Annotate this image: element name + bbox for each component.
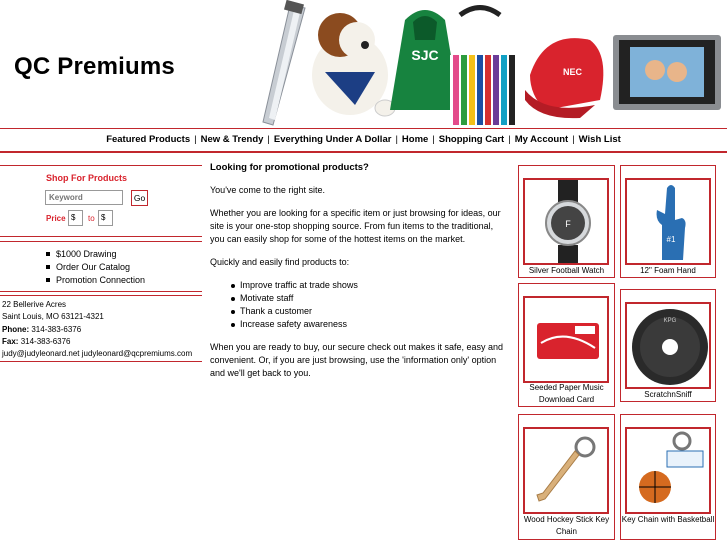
watch-icon (525, 180, 609, 265)
price-label: Price (46, 214, 66, 223)
product-name[interactable]: 12" Foam Hand (640, 266, 696, 275)
product-name[interactable]: Wood Hockey Stick Key Chain (523, 515, 610, 536)
banner-image (245, 0, 727, 128)
site-logo[interactable]: QC Premiums (14, 53, 175, 80)
product-card[interactable] (518, 165, 615, 278)
sidebar-rule (0, 295, 202, 296)
download-card-icon (525, 298, 609, 383)
product-card[interactable] (620, 165, 716, 278)
price-max-input[interactable]: $ (98, 210, 113, 226)
benefit-item: Improve traffic at trade shows (232, 279, 510, 292)
price-min-input[interactable]: $ (68, 210, 83, 226)
photo-frame-illustration (613, 35, 721, 110)
link-order-catalog[interactable]: Order Our Catalog (46, 261, 145, 274)
contact-street: 22 Bellerive Acres (2, 300, 67, 309)
main-nav (0, 129, 727, 151)
nav-wish-list[interactable]: Wish List (578, 134, 621, 145)
link-promotion-connection[interactable]: Promotion Connection (46, 274, 145, 287)
shop-for-products-heading: Shop For Products (46, 173, 127, 183)
bullet-icon (46, 265, 50, 269)
product-image[interactable] (625, 302, 711, 389)
cd-icon (627, 304, 711, 389)
product-card[interactable] (620, 289, 716, 402)
product-card[interactable] (518, 283, 615, 407)
header (0, 0, 727, 130)
svg-text:F: F (565, 219, 571, 229)
find-products-paragraph: Quickly and easily find products to: (210, 257, 350, 267)
product-name[interactable]: Silver Football Watch (528, 266, 605, 275)
nav-featured-products[interactable]: Featured Products (106, 134, 191, 145)
sidebar-rule (0, 361, 202, 362)
main-content (210, 161, 510, 390)
contact-phone: Phone: 314-383-6376 (2, 324, 82, 334)
product-image[interactable] (523, 427, 609, 514)
svg-text:SJC: SJC (411, 47, 439, 63)
main-heading: Looking for promotional products? (210, 162, 369, 173)
price-to-label: to (88, 214, 95, 223)
nav-separator: | (194, 134, 197, 145)
intro-paragraph: You've come to the right site. (210, 185, 325, 195)
contact-emails[interactable]: judy@judyleonard.net judyleonard@qcpremiums.com (2, 349, 193, 359)
product-image[interactable] (523, 296, 609, 383)
benefit-item: Thank a customer (232, 305, 510, 318)
go-button[interactable]: Go (131, 190, 148, 206)
contact-city: Saint Louis, MO 63121-4321 (2, 312, 104, 322)
sidebar-rule (0, 236, 202, 237)
sidebar-rule (0, 291, 202, 292)
product-image[interactable] (523, 178, 609, 265)
product-image[interactable] (625, 427, 711, 514)
sidebar-rule (0, 165, 202, 166)
description-paragraph: Whether you are looking for a specific item or just browsing for ideas, our site is your one-stop shopping source. From fun items to the traditional, you can easily shop for some of the hottest items on the market. (210, 208, 501, 244)
nav-divider (0, 151, 727, 153)
hockey-stick-keychain-icon (525, 429, 609, 514)
svg-text:#1: #1 (666, 235, 676, 244)
nav-separator: | (395, 134, 398, 145)
svg-text:NEC: NEC (563, 67, 583, 77)
foam-hand-icon (627, 180, 711, 265)
nav-everything-under-a-dollar[interactable]: Everything Under A Dollar (273, 134, 392, 145)
nav-separator: | (572, 134, 575, 145)
nav-new-trendy[interactable]: New & Trendy (200, 134, 264, 145)
nav-separator: | (432, 134, 435, 145)
checkout-paragraph: When you are ready to buy, our secure check out makes it safe, easy and convenient. Or, if you are just browsing, use the 'information only' option and we'll get back to you. (210, 342, 503, 378)
bullet-icon (46, 252, 50, 256)
product-image[interactable] (625, 178, 711, 265)
svg-text:KPG: KPG (663, 318, 677, 324)
contact-fax: Fax: 314-383-6376 (2, 336, 71, 346)
benefit-item: Increase safety awareness (232, 318, 510, 331)
sidebar-links (46, 248, 145, 287)
product-name[interactable]: Seeded Paper Music Download Card (529, 383, 604, 404)
product-name[interactable]: ScratchnSniff (644, 390, 692, 399)
nav-shopping-cart[interactable]: Shopping Cart (438, 134, 505, 145)
nav-my-account[interactable]: My Account (514, 134, 569, 145)
bullet-icon (46, 278, 50, 282)
benefits-list (232, 279, 510, 331)
product-card[interactable] (620, 414, 716, 540)
nav-home[interactable]: Home (401, 134, 429, 145)
nav-separator: | (508, 134, 511, 145)
product-name[interactable]: Key Chain with Basketball (621, 515, 715, 524)
benefit-item: Motivate staff (232, 292, 510, 305)
contact-block (2, 299, 192, 360)
link-1000-drawing[interactable]: $1000 Drawing (46, 248, 145, 261)
keyword-input[interactable] (45, 190, 123, 205)
nav-separator: | (267, 134, 270, 145)
sidebar-rule (0, 241, 202, 242)
product-card[interactable] (518, 414, 615, 540)
basketball-keychain-icon (627, 429, 711, 514)
